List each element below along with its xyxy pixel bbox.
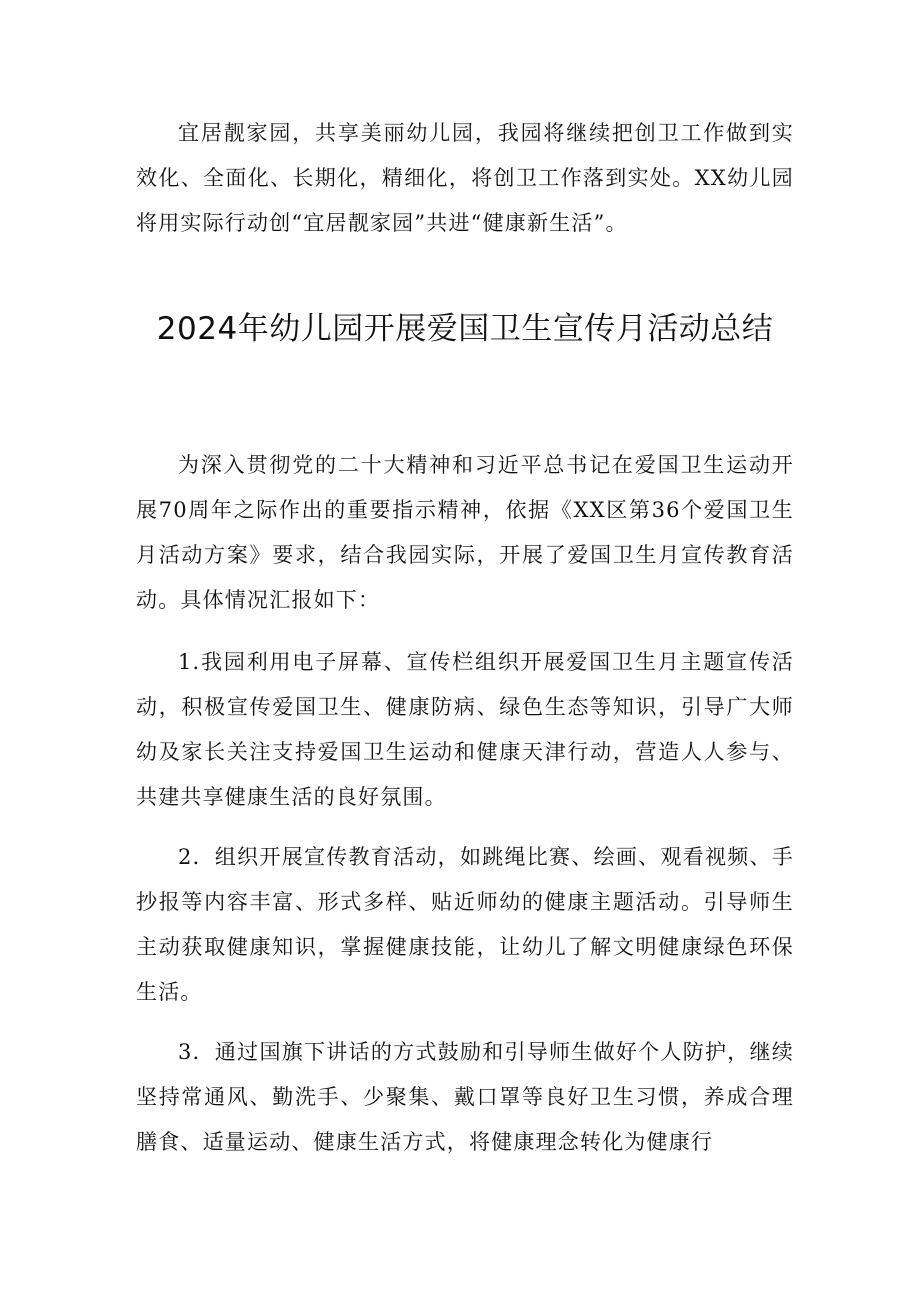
body-paragraph-item-2: 2．组织开展宣传教育活动，如跳绳比赛、绘画、观看视频、手抄报等内容丰富、形式多样、贴近师幼的健康主题活动。引导师生主动获取健康知识，掌握健康技能，让幼儿了解文明健康绿色环保生活。 <box>136 845 794 1004</box>
document-title: 2024年幼儿园开展爱国卫生宣传月活动总结 <box>156 311 774 347</box>
body-paragraph-item-1: 1.我园利用电子屏幕、宣传栏组织开展爱国卫生月主题宣传活动，积极宣传爱国卫生、健康防病、绿色生态等知识，引导广大师幼及家长关注支持爱国卫生运动和健康天津行动，营造人人参与、共建共享健康生活的良好氛围。 <box>136 650 794 809</box>
body-paragraph-item-3: 3．通过国旗下讲话的方式鼓励和引导师生做好个人防护，继续坚持常通风、勤洗手、少聚集、戴口罩等良好卫生习惯，养成合理膳食、适量运动、健康生活方式，将健康理念转化为健康行 <box>136 1040 794 1154</box>
intro-paragraph: 宜居靓家园，共享美丽幼儿园，我园将继续把创卫工作做到实效化、全面化、长期化，精细化，将创卫工作落到实处。XX幼儿园将用实际行动创“宜居靓家园”共进“健康新生活”。 <box>136 121 794 235</box>
body-paragraph-intro: 为深入贯彻党的二十大精神和习近平总书记在爱国卫生运动开展70周年之际作出的重要指示精神，依据《XX区第36个爱国卫生月活动方案》要求，结合我园实际，开展了爱国卫生月宣传教育活动。具体情况汇报如下： <box>136 453 794 612</box>
